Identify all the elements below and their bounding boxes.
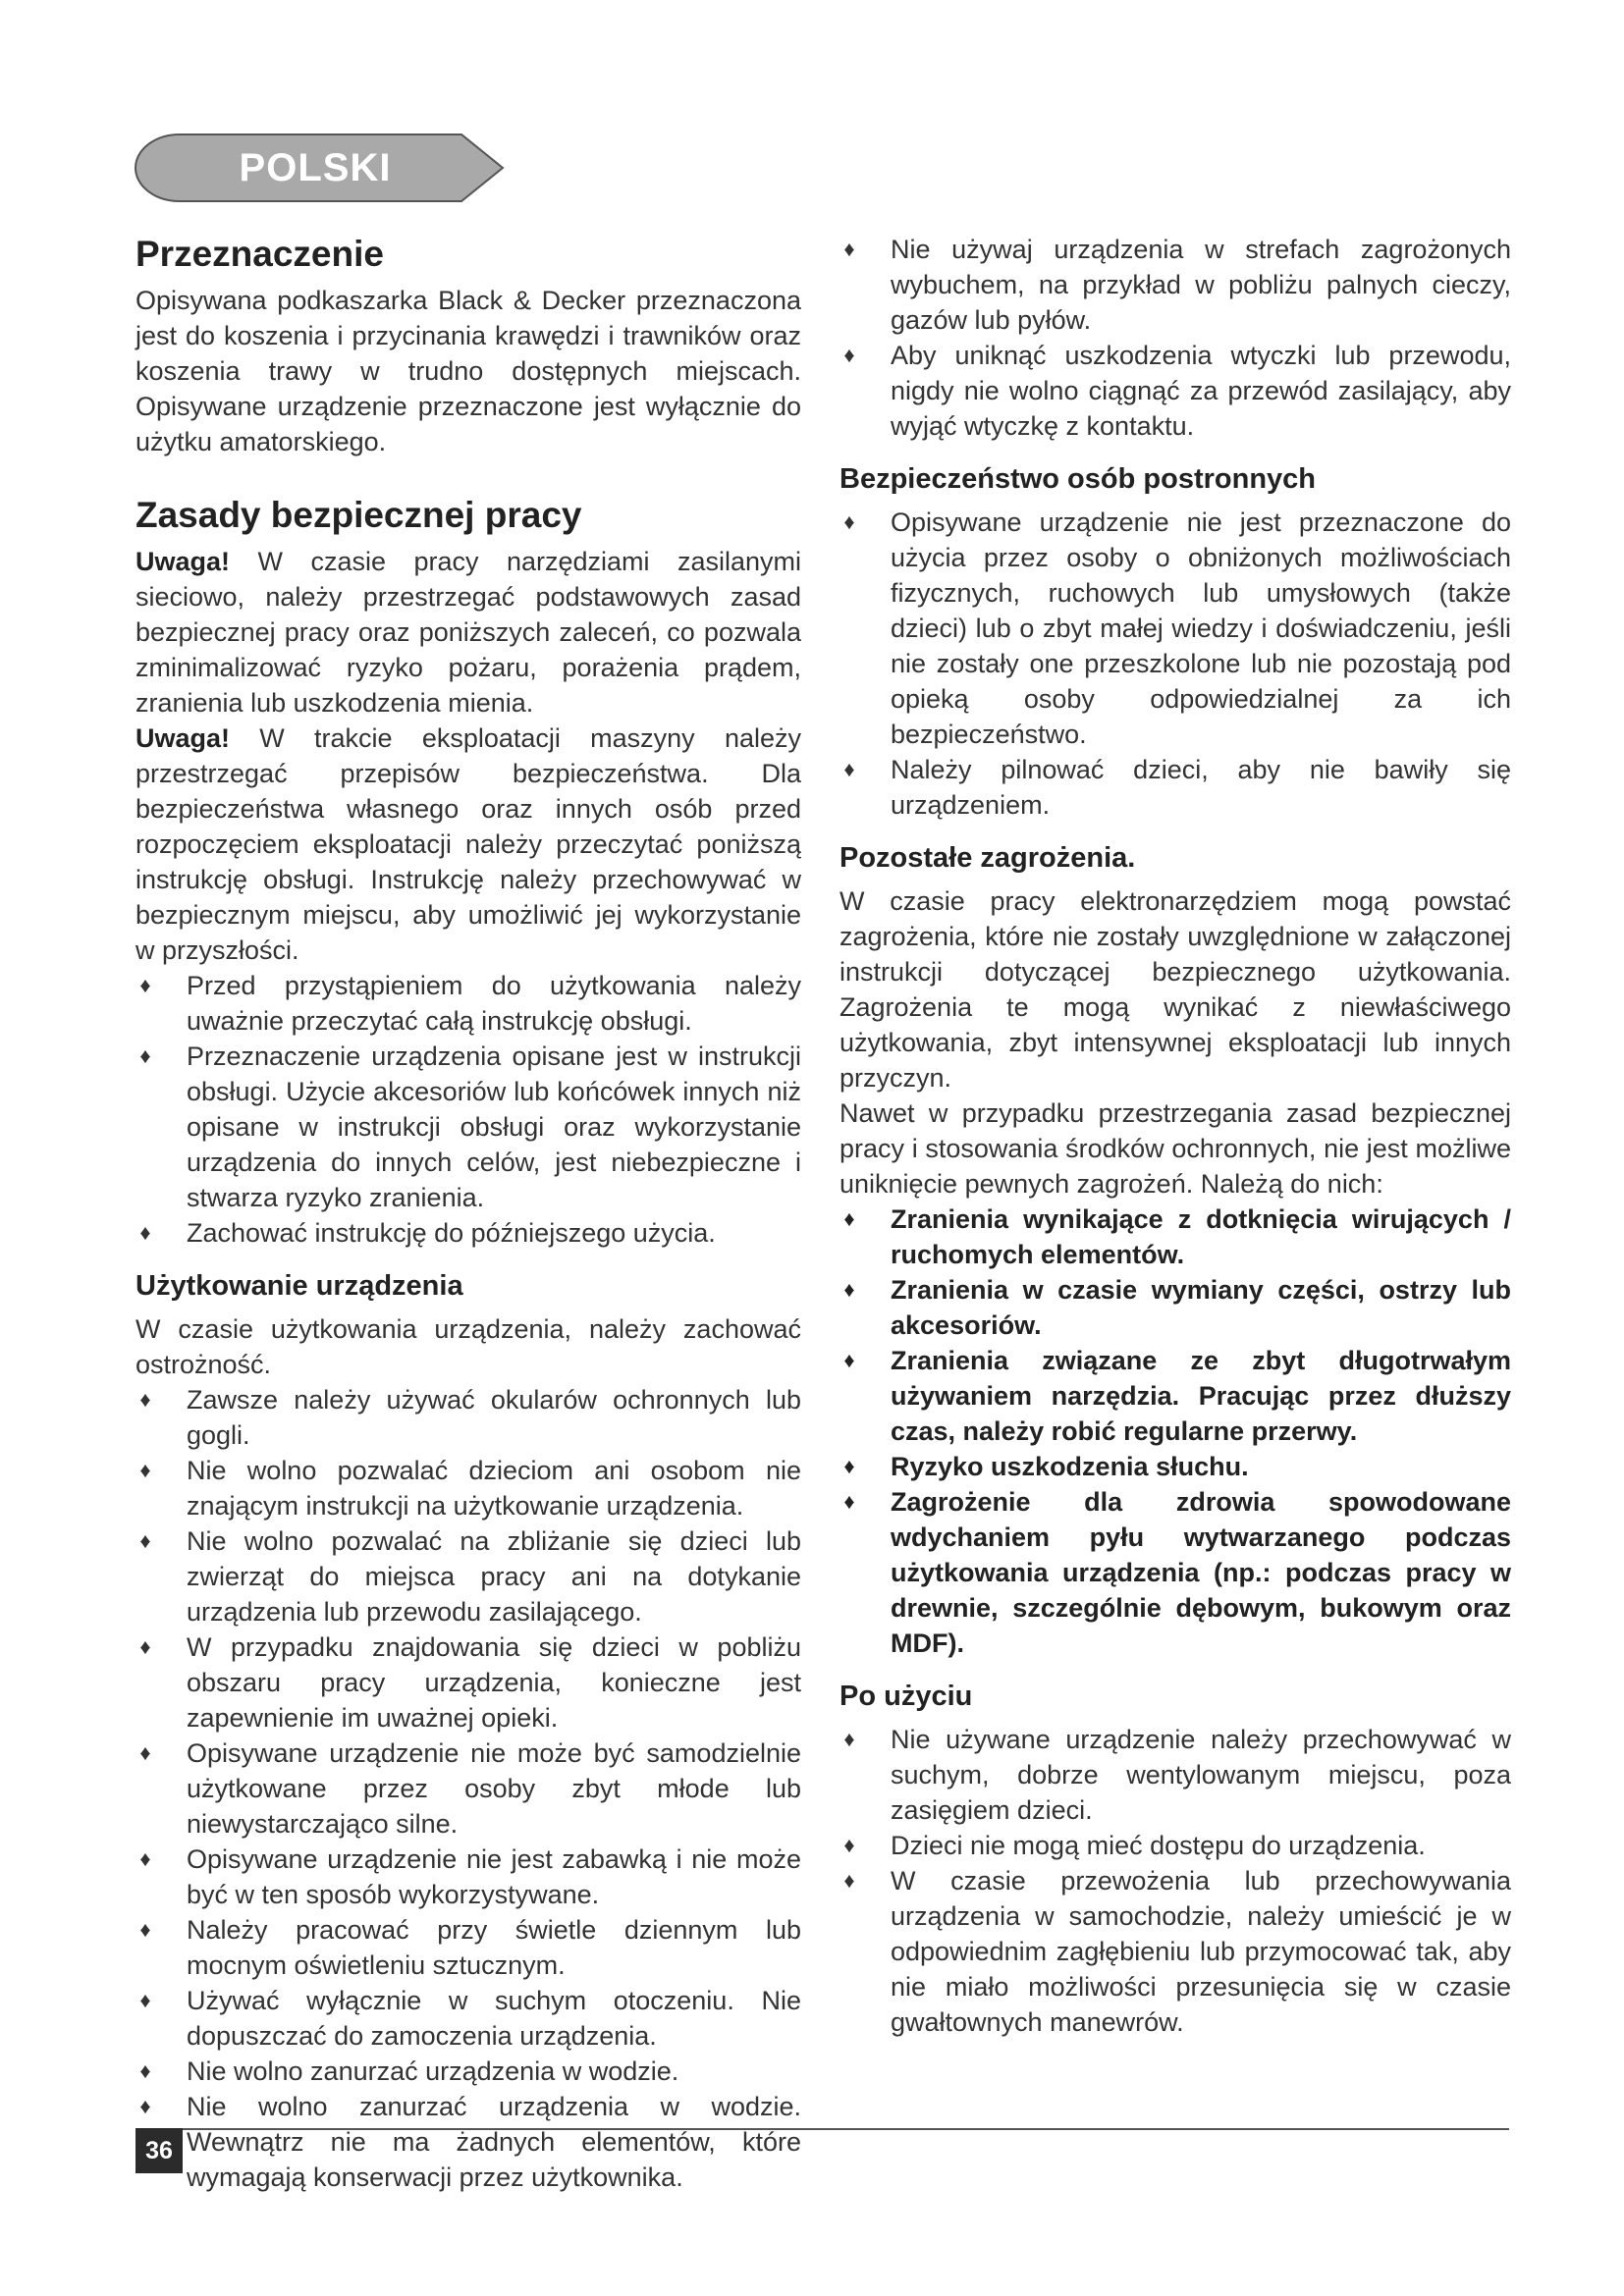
warning-label: Uwaga! (135, 547, 231, 576)
list-item: ♦ Przeznaczenie urządzenia opisane jest w instrukcji obsługi. Użycie akcesoriów lub końcówek innych niż opisane w instrukcji obsługi oraz wykorzystanie urządzenia do innych celów, jest niebezpieczne i stwarza ryzyko zranienia. (135, 1039, 801, 1215)
intended-use-body: Opisywana podkaszarka Black & Decker przeznaczona jest do koszenia i przycinania krawędzi i trawników oraz koszenia trawy w trudno dostępnych miejscach. Opisywane urządzenie przeznaczone jest wyłącznie do użytku amatorskiego. (135, 286, 801, 456)
list-item: ♦ Opisywane urządzenie nie może być samodzielnie użytkowane przez osoby zbyt młode lub niewystarczająco silne. (135, 1735, 801, 1842)
diamond-bullet-icon: ♦ (139, 1458, 151, 1482)
operation-list (135, 1382, 801, 2195)
safety-warning-1 (135, 544, 801, 721)
after-use-section (839, 1679, 1511, 2040)
list-item: ♦ Zranienia w czasie wymiany części, ostrzy lub akcesoriów. (839, 1272, 1511, 1343)
diamond-bullet-icon: ♦ (139, 1846, 151, 1871)
language-badge (133, 132, 506, 204)
residual-risks-para-1: W czasie pracy elektronarzędziem mogą powstać zagrożenia, które nie zostały uwzględnione w załączonej instrukcji dotyczącej bezpiecznego użytkowania. Zagrożenia te mogą wynikać z niewłaściwego użytkowania, zbyt intensywnej eksploatacji lub innych przyczyn. (839, 886, 1511, 1093)
safety-warning-2 (135, 721, 801, 968)
list-item: ♦ Aby uniknąć uszkodzenia wtyczki lub przewodu, nigdy nie wolno ciągnąć za przewód zasilający, aby wyjąć wtyczkę z kontaktu. (839, 338, 1511, 444)
list-item: ♦ Ryzyko uszkodzenia słuchu. (839, 1449, 1511, 1484)
diamond-bullet-icon: ♦ (139, 1043, 151, 1068)
diamond-bullet-icon: ♦ (843, 343, 855, 367)
diamond-bullet-icon: ♦ (139, 2094, 151, 2118)
safety-rules-title: Zasady bezpiecznej pracy (135, 495, 582, 535)
list-item: ♦ W przypadku znajdowania się dzieci w pobliżu obszaru pracy urządzenia, konieczne jest zapewnienie im uważnej opieki. (135, 1629, 801, 1735)
diamond-bullet-icon: ♦ (139, 2058, 151, 2083)
language-label: POLSKI (239, 145, 392, 189)
list-item: ♦ Zagrożenie dla zdrowia spowodowane wdychaniem pyłu wytwarzanego podczas użytkowania urządzenia (np.: podczas pracy w drewnie, szczególnie dębowym, bukowym oraz MDF). (839, 1484, 1511, 1661)
list-item: ♦ Nie używaj urządzenia w strefach zagrożonych wybuchem, na przykład w pobliżu palnych cieczy, gazów lub pyłów. (839, 232, 1511, 338)
intended-use-section (135, 232, 801, 459)
intended-use-title: Przeznaczenie (135, 234, 384, 274)
after-use-list (839, 1722, 1511, 2040)
diamond-bullet-icon: ♦ (139, 1220, 151, 1245)
list-item: ♦ Opisywane urządzenie nie jest zabawką i nie może być w ten sposób wykorzystywane. (135, 1842, 801, 1912)
diamond-bullet-icon: ♦ (843, 509, 855, 534)
diamond-bullet-icon: ♦ (139, 1917, 151, 1942)
operation-section (135, 1268, 801, 2195)
diamond-bullet-icon: ♦ (139, 973, 151, 997)
list-item: ♦ W czasie przewożenia lub przechowywania urządzenia w samochodzie, należy umieścić je w odpowiednim zagłębieniu lub przymocować tak, aby nie miało możliwości przesunięcia się w czasie gwałtownych manewrów. (839, 1863, 1511, 2040)
diamond-bullet-icon: ♦ (843, 1348, 855, 1372)
warning-text: W czasie pracy narzędziami zasilanymi sieciowo, należy przestrzegać podstawowych zasad bezpiecznej pracy oraz poniższych zaleceń, co pozwala zminimalizować ryzyko pożaru, porażenia prądem, zranienia lub uszkodzenia mienia. (135, 547, 801, 718)
diamond-bullet-icon: ♦ (843, 1206, 855, 1231)
list-item: ♦ Zranienia wynikające z dotknięcia wirujących / ruchomych elementów. (839, 1201, 1511, 1272)
list-item: ♦ Nie wolno zanurzać urządzenia w wodzie. (135, 2054, 801, 2089)
list-item: ♦ Zawsze należy używać okularów ochronnych lub gogli. (135, 1382, 801, 1453)
diamond-bullet-icon: ♦ (139, 1988, 151, 2012)
diamond-bullet-icon: ♦ (843, 1489, 855, 1514)
list-item: ♦ Zachować instrukcję do późniejszego użycia. (135, 1215, 801, 1251)
others-safety-title: Bezpieczeństwo osób postronnych (839, 463, 1316, 495)
list-item: ♦ Należy pilnować dzieci, aby nie bawiły się urządzeniem. (839, 752, 1511, 823)
list-item: ♦ Nie wolno pozwalać dzieciom ani osobom nie znającym instrukcji na użytkowanie urządzenia. (135, 1453, 801, 1523)
residual-risks-para-2: Nawet w przypadku przestrzegania zasad bezpiecznej pracy i stosowania środków ochronnych, nie jest możliwe uniknięcie pewnych zagrożeń. Należą do nich: (839, 1098, 1511, 1199)
diamond-bullet-icon: ♦ (843, 1833, 855, 1857)
diamond-bullet-icon: ♦ (843, 1868, 855, 1893)
list-item: ♦ Nie wolno pozwalać na zbliżanie się dzieci lub zwierząt do miejsca pracy ani na dotykanie urządzenia lub przewodu zasilającego. (135, 1523, 801, 1629)
diamond-bullet-icon: ♦ (843, 237, 855, 261)
list-item: ♦ Przed przystąpieniem do użytkowania należy uważnie przeczytać całą instrukcję obsługi. (135, 968, 801, 1039)
residual-risks-section (839, 840, 1511, 1661)
list-item: ♦ Dzieci nie mogą mieć dostępu do urządzenia. (839, 1828, 1511, 1863)
diamond-bullet-icon: ♦ (843, 1727, 855, 1751)
residual-risks-title: Pozostałe zagrożenia. (839, 842, 1136, 874)
operation-intro: W czasie użytkowania urządzenia, należy zachować ostrożność. (135, 1314, 801, 1379)
list-item: ♦ Zranienia związane ze zbyt długotrwałym używaniem narzędzia. Pracując przez dłuższy czas, należy robić regularne przerwy. (839, 1343, 1511, 1449)
list-item: ♦ Nie wolno zanurzać urządzenia w wodzie. Wewnątrz nie ma żadnych elementów, które wymagają konserwacji przez użytkownika. (135, 2089, 801, 2195)
list-item: ♦ Używać wyłącznie w suchym otoczeniu. Nie dopuszczać do zamoczenia urządzenia. (135, 1983, 801, 2054)
operation-title: Użytkowanie urządzenia (135, 1270, 463, 1302)
operation-list-continued (839, 232, 1511, 444)
safety-rules-list (135, 968, 801, 1251)
left-column (135, 232, 801, 2195)
residual-risks-list (839, 1201, 1511, 1661)
footer-divider (183, 2128, 1509, 2130)
after-use-title: Po użyciu (839, 1681, 973, 1712)
diamond-bullet-icon: ♦ (139, 1740, 151, 1765)
safety-rules-section (135, 493, 801, 1251)
diamond-bullet-icon: ♦ (139, 1634, 151, 1659)
right-column (839, 232, 1511, 2040)
others-safety-section (839, 461, 1511, 823)
list-item: ♦ Nie używane urządzenie należy przechowywać w suchym, dobrze wentylowanym miejscu, poza zasięgiem dzieci. (839, 1722, 1511, 1828)
list-item: ♦ Opisywane urządzenie nie jest przeznaczone do użycia przez osoby o obniżonych możliwościach fizycznych, ruchowych lub umysłowych (także dzieci) lub o zbyt małej wiedzy i doświadczeniu, jeśli nie zostały one przeszkolone lub nie pozostają pod opieką osoby odpowiedzialnej za ich bezpieczeństwo. (839, 505, 1511, 752)
diamond-bullet-icon: ♦ (139, 1387, 151, 1412)
diamond-bullet-icon: ♦ (139, 1528, 151, 1553)
diamond-bullet-icon: ♦ (843, 1454, 855, 1478)
page-number: 36 (135, 2128, 183, 2173)
warning-label: Uwaga! (135, 723, 231, 753)
warning-text: W trakcie eksploatacji maszyny należy przestrzegać przepisów bezpieczeństwa. Dla bezpieczeństwa własnego oraz innych osób przed rozpoczęciem eksploatacji należy przeczytać poniższą instrukcję obsługi. Instrukcję należy przechowywać w bezpiecznym miejscu, aby umożliwić jej wykorzystanie w przyszłości. (135, 723, 801, 965)
others-safety-list (839, 505, 1511, 823)
list-item: ♦ Należy pracować przy świetle dziennym lub mocnym oświetleniu sztucznym. (135, 1912, 801, 1983)
diamond-bullet-icon: ♦ (843, 757, 855, 781)
diamond-bullet-icon: ♦ (843, 1277, 855, 1302)
